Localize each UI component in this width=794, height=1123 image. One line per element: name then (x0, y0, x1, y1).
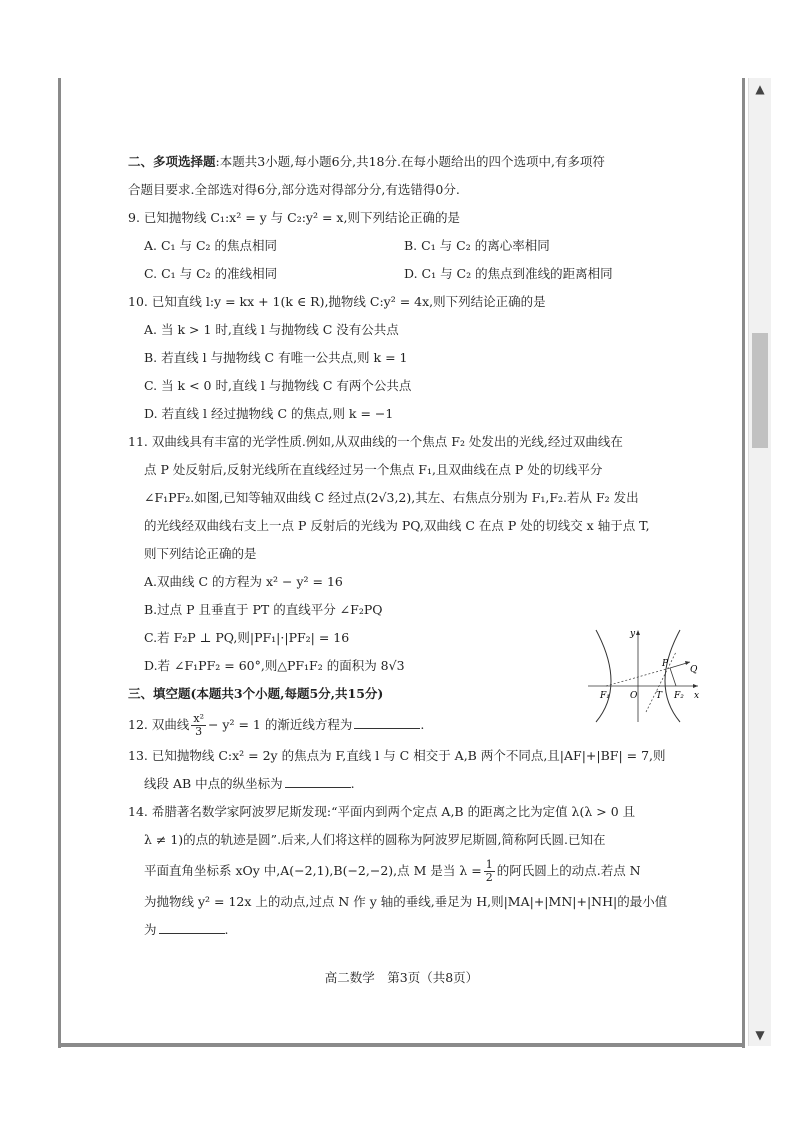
x-axis-arrow (693, 684, 698, 688)
q14-line1: 14. 希腊著名数学家阿波罗尼斯发现:“平面内到两个定点 A,B 的距离之比为定值 λ(λ > 0 且 (128, 804, 636, 819)
q12-answer-blank (354, 714, 420, 729)
q10-option-d: D. 若直线 l 经过抛物线 C 的焦点,则 k = −1 (144, 406, 394, 421)
q9-options-row1 (128, 232, 728, 260)
q14-answer-blank (159, 919, 225, 934)
q11-line2: 点 P 处反射后,反射光线所在直线经过另一个焦点 F₁,且双曲线在点 P 处的切线平分 (144, 462, 603, 477)
y-axis-arrow (636, 630, 640, 635)
section3-heading: 三、填空题(本题共3个小题,每题5分,共15分) (128, 686, 384, 701)
page-left-border (58, 78, 61, 1048)
vertical-scrollbar[interactable] (748, 78, 771, 1046)
scroll-down-icon[interactable]: ▼ (755, 1028, 765, 1042)
q13-answer-blank (285, 773, 351, 788)
q9-option-c: C. C₁ 与 C₂ 的准线相同 (144, 266, 278, 281)
q10-stem: 10. 已知直线 l:y = kx + 1(k ∈ R),抛物线 C:y² = 4x,则下列结论正确的是 (128, 294, 546, 309)
q14-line2: λ ≠ 1)的点的轨迹是圆”.后来,人们将这样的圆称为阿波罗尼斯圆,简称阿氏圆.已知在 (144, 832, 606, 847)
section2-heading-cont: 合题目要求.全部选对得6分,部分选对得部分分,有选错得0分. (128, 182, 460, 197)
label-x: x (694, 691, 700, 701)
q11-option-b: B.过点 P 且垂直于 PT 的直线平分 ∠F₂PQ (144, 602, 383, 617)
q11-option-a: A.双曲线 C 的方程为 x² − y² = 16 (144, 574, 343, 589)
label-f1: F₁ (600, 691, 610, 701)
q14-fraction: $\frac{1}{2}$ (485, 858, 493, 884)
q10-option-a: A. 当 k > 1 时,直线 l 与抛物线 C 没有公共点 (144, 322, 399, 337)
hyperbola-figure (586, 626, 706, 726)
q13-line2: 线段 AB 中点的纵坐标为 . (128, 770, 728, 798)
q12: 12. 双曲线 $\frac{\text{x²}}{3}$ − y² = 1 的渐近线方程为 . (128, 712, 425, 738)
q14-line3: 平面直角坐标系 xOy 中,A(−2,1),B(−2,−2),点 M 是当 λ = $\frac{1}{2}$ 的阿氏圆上的动点.若点 N (144, 858, 641, 884)
scroll-up-icon[interactable]: ▲ (755, 82, 765, 96)
q14-line5: 为 . (128, 916, 728, 944)
label-o: O (630, 691, 638, 701)
q11-line3: ∠F₁PF₂.如图,已知等轴双曲线 C 经过点(2√3,2),其左、右焦点分别为 F₁,F₂.若从 F₂ 发出 (144, 490, 639, 505)
q9-option-b: B. C₁ 与 C₂ 的离心率相同 (404, 238, 550, 253)
q13-line1: 13. 已知抛物线 C:x² = 2y 的焦点为 F,直线 l 与 C 相交于 A,B 两个不同点,且|AF|+|BF| = 7,则 (128, 748, 666, 763)
label-t: T (656, 691, 663, 701)
q9-option-a: A. C₁ 与 C₂ 的焦点相同 (144, 238, 278, 253)
left-branch (596, 630, 611, 722)
page-content (128, 148, 728, 944)
section2-heading: 二、多项选择题:本题共3小题,每小题6分,共18分.在每小题给出的四个选项中,有多项符 (128, 154, 605, 169)
label-y: y (630, 629, 636, 639)
page-bottom-border (58, 1043, 745, 1047)
scrollbar-thumb[interactable] (752, 333, 768, 448)
label-p: P (662, 659, 669, 669)
label-f2: F₂ (674, 691, 684, 701)
page-right-border (742, 78, 745, 1048)
q11-option-d: D.若 ∠F₁PF₂ = 60°,则△PF₁F₂ 的面积为 8√3 (144, 658, 405, 673)
q12-fraction: $\frac{\text{x²}}{3}$ (193, 712, 204, 738)
page-footer: 高二数学 第3页（共8页） (324, 970, 479, 985)
tangent-dashed (646, 652, 676, 712)
q11-line5: 则下列结论正确的是 (144, 546, 257, 561)
q10-option-c: C. 当 k < 0 时,直线 l 与抛物线 C 有两个公共点 (144, 378, 412, 393)
q9-options-row2 (128, 260, 728, 288)
q11-line4: 的光线经双曲线右支上一点 P 反射后的光线为 PQ,双曲线 C 在点 P 处的切线交 x 轴于点 T, (144, 518, 650, 533)
document-viewer (58, 78, 770, 1048)
q10-option-b: B. 若直线 l 与抛物线 C 有唯一公共点,则 k = 1 (144, 350, 408, 365)
q9-stem: 9. 已知抛物线 C₁:x² = y 与 C₂:y² = x,则下列结论正确的是 (128, 210, 460, 225)
ray-f2-to-p (670, 668, 676, 686)
q11-line1: 11. 双曲线具有丰富的光学性质.例如,从双曲线的一个焦点 F₂ 处发出的光线,经过双曲线在 (128, 434, 623, 449)
q14-line4: 为抛物线 y² = 12x 上的动点,过点 N 作 y 轴的垂线,垂足为 H,则|MA|+|MN|+|NH|的最小值 (144, 894, 668, 909)
label-q: Q (690, 665, 698, 675)
q11-option-c: C.若 F₂P ⊥ PQ,则|PF₁|·|PF₂| = 16 (144, 630, 350, 645)
q9-option-d: D. C₁ 与 C₂ 的焦点到准线的距离相同 (404, 266, 613, 281)
